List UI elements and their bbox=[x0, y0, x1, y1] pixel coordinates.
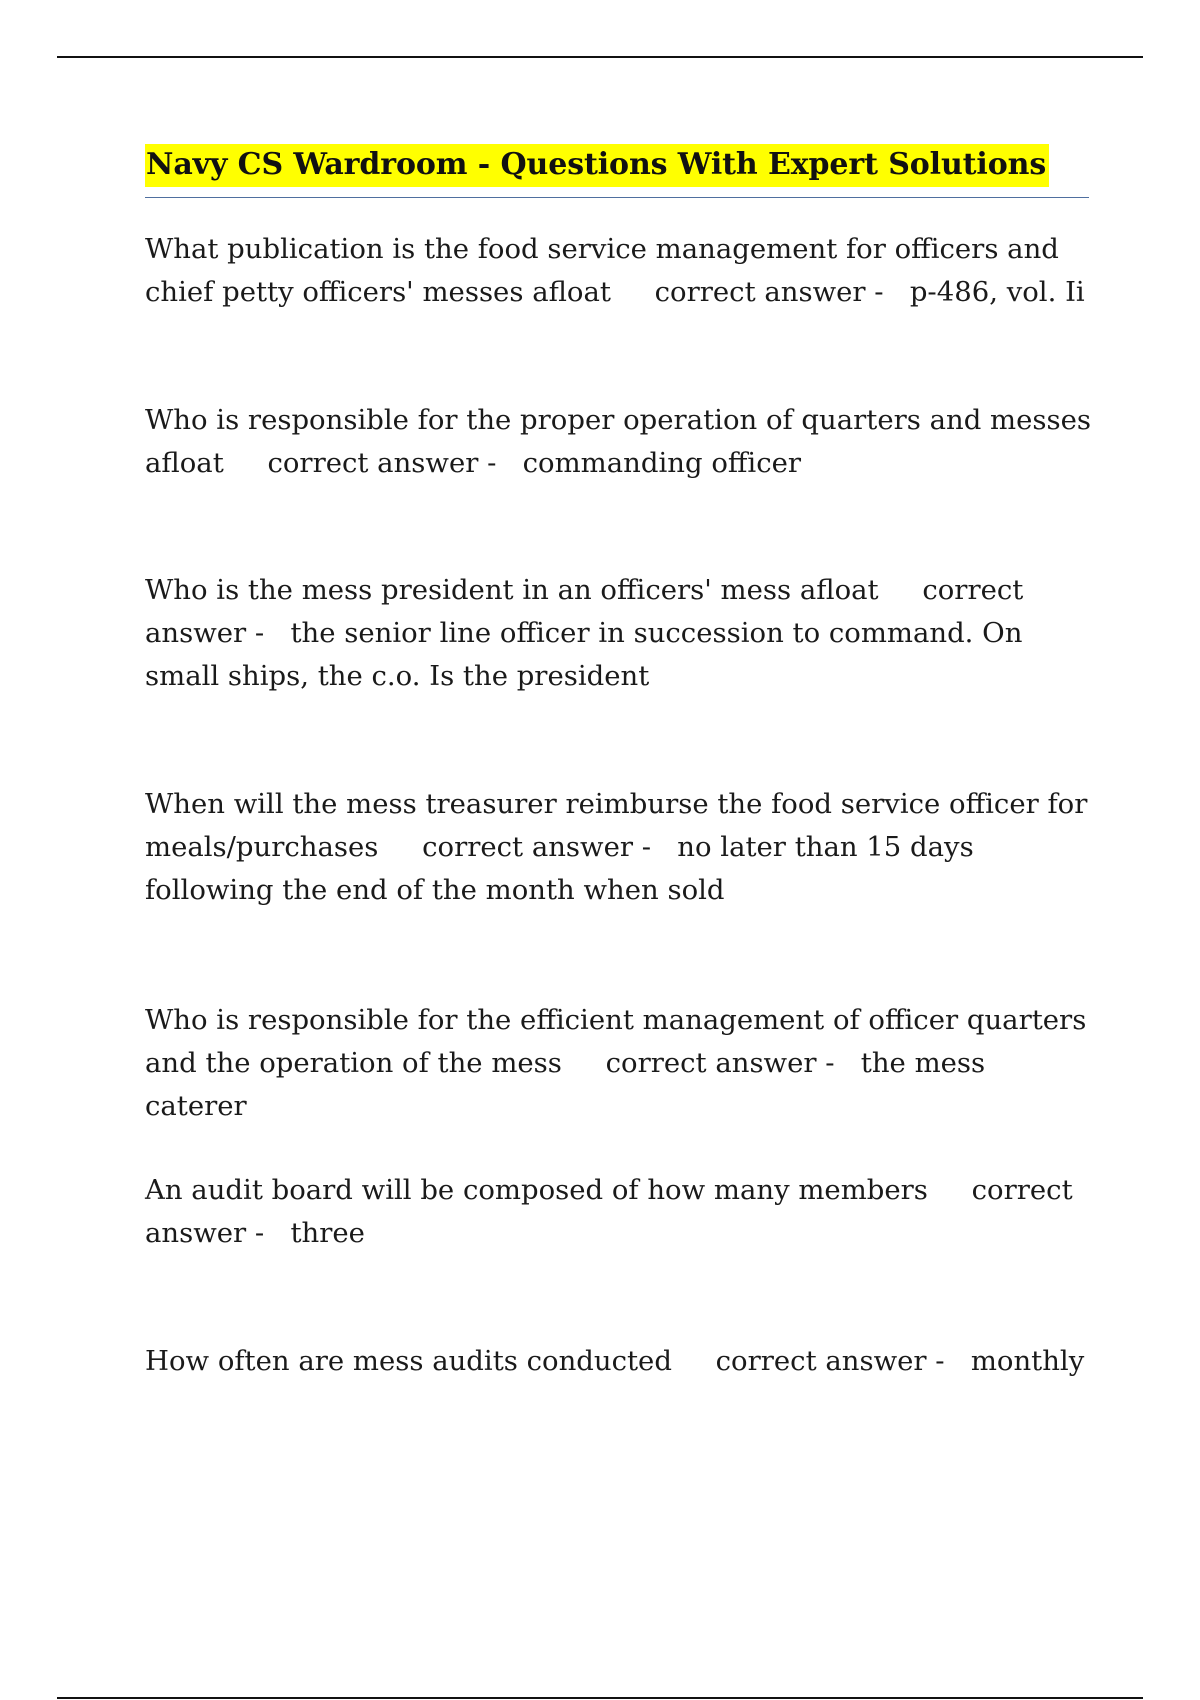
answer-text: the senior line officer in succession to command. On small ships, the c.o. Is the president bbox=[145, 617, 1023, 692]
document-title: Navy CS Wardroom - Questions With Expert Solutions bbox=[145, 144, 1049, 187]
answer-label: correct answer - bbox=[654, 276, 884, 308]
answer-label: correct answer - bbox=[715, 1345, 945, 1377]
answer-label: correct answer - bbox=[145, 1174, 1073, 1249]
question-text: When will the mess treasurer reimburse the food service officer for meals/purchases bbox=[145, 788, 1088, 863]
question-text: How often are mess audits conducted bbox=[145, 1345, 672, 1377]
answer-label: correct answer - bbox=[422, 831, 652, 863]
qa-item bbox=[145, 783, 1095, 912]
qa-item bbox=[145, 1169, 1095, 1255]
header-rule bbox=[57, 56, 1143, 58]
question-text: Who is responsible for the proper operation of quarters and messes afloat bbox=[145, 404, 1092, 479]
question-text: Who is responsible for the efficient management of officer quarters and the operation of the mess bbox=[145, 1004, 1087, 1079]
answer-text: monthly bbox=[970, 1345, 1085, 1377]
question-text: What publication is the food service management for officers and chief petty officers' messes afloat bbox=[145, 233, 1059, 308]
answer-label: correct answer - bbox=[605, 1047, 835, 1079]
qa-item bbox=[145, 1340, 1095, 1383]
answer-text: three bbox=[290, 1217, 365, 1249]
qa-item bbox=[145, 569, 1095, 698]
qa-item bbox=[145, 399, 1095, 485]
footer-rule bbox=[57, 1697, 1143, 1699]
answer-text: no later than 15 days following the end of the month when sold bbox=[145, 831, 974, 906]
question-text: An audit board will be composed of how many members bbox=[145, 1174, 928, 1206]
question-text: Who is the mess president in an officers' mess afloat bbox=[145, 574, 879, 606]
answer-label: correct answer - bbox=[145, 574, 1024, 649]
answer-text: commanding officer bbox=[522, 447, 802, 479]
answer-text: the mess caterer bbox=[145, 1047, 986, 1122]
title-block bbox=[145, 144, 1089, 198]
qa-item bbox=[145, 228, 1095, 314]
qa-item bbox=[145, 999, 1095, 1128]
answer-text: p-486, vol. Ii bbox=[909, 276, 1085, 308]
answer-label: correct answer - bbox=[267, 447, 497, 479]
